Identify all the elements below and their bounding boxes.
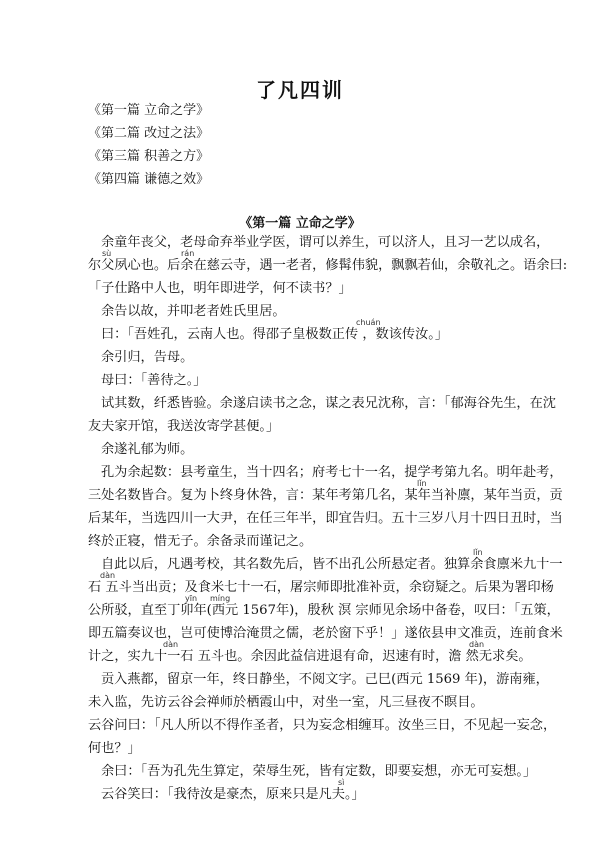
pinyin-annotation: lǐn [473, 548, 483, 557]
text-line: 「子仕路中人也，明年即进学，何不读书？」 [88, 281, 352, 296]
section-title: 《第一篇 立命之学》 [239, 216, 361, 231]
text-line: 尔父夙心也。后余在慈云寺，遇一老者，修髯伟貌，飘飘若仙，余敬礼之。语余曰: [88, 258, 568, 273]
text-line: 试其数，纤悉皆验。余遂启读书之念，谋之表兄沈称，言：「郁海谷先生，在沈 [101, 396, 556, 411]
text-line: 石 五斗当出贡；及食米七十一石，屠宗师即批准补贡，余窃疑之。后果为署印杨 [88, 580, 554, 595]
pinyin-annotation: sù [102, 249, 112, 258]
text-line: 余童年丧父，老母命弃举业学医，谓可以养生，可以济人，且习一艺以成名， [101, 235, 550, 250]
text-line: 云谷笑曰：「我待汝是豪杰，原来只是凡夫。」 [101, 787, 365, 802]
pinyin-annotation: dàn [469, 640, 485, 649]
toc-item[interactable]: 《第二篇 改过之法》 [88, 126, 210, 141]
toc-item[interactable]: 《第一篇 立命之学》 [88, 103, 210, 118]
text-line: 终於正寝，惜无子。余备录而谨记之。 [88, 534, 313, 549]
pinyin-annotation: míng [210, 594, 231, 603]
pinyin-annotation: dàn [163, 640, 179, 649]
text-line: 母曰：「善待之。」 [101, 373, 207, 388]
text-line: 即五篇奏议也，岂可使博洽淹贯之儒，老於窗下乎！」遂依县申文准贡，连前食米 [88, 626, 563, 641]
text-line: 未入监，先访云谷会禅师於栖霞山中，对坐一室，凡三昼夜不瞑目。 [88, 695, 484, 710]
document-title: 了凡四训 [256, 78, 344, 102]
toc-item[interactable]: 《第四篇 谦德之效》 [88, 172, 210, 187]
text-line: 贡入燕都，留京一年，终日静坐，不阅文字。己巳(西元 1569 年)，游南雍， [101, 672, 549, 687]
text-line: 云谷问曰：「凡人所以不得作圣者，只为妄念相缠耳。汝坐三日，不见起一妄念， [88, 718, 557, 733]
text-line: 余告以故，并叩老者姓氏里居。 [101, 304, 286, 319]
pinyin-annotation: lǐn [417, 479, 427, 488]
text-line: 计之，实九十一石 五斗也。余因此益信进退有命，迟速有时，澹 然无求矣。 [88, 649, 532, 664]
pinyin-annotation: yīn [185, 594, 198, 603]
text-line: 曰：「吾姓孔，云南人也。得邵子皇极数正传 ，数该传汝。」 [101, 327, 449, 342]
text-line: 余遂礼郁为师。 [101, 442, 194, 457]
text-line: 余曰：「吾为孔先生算定，荣辱生死，皆有定数，即要妄想，亦无可妄想。」 [101, 764, 537, 779]
text-line: 三处名数皆合。复为卜终身休咎，言：某年考第几名，某年当补廪，某年当贡，贡 [88, 488, 563, 503]
toc-item[interactable]: 《第三篇 积善之方》 [88, 149, 210, 164]
text-line: 公所驳，直至丁卯年(西元 1567年)，殷秋 溟 宗师见余场中备卷，叹曰：「五策， [88, 603, 560, 618]
text-line: 孔为余起数：县考童生，当十四名；府考七十一名，提学考第九名。明年赴考， [101, 465, 563, 480]
pinyin-annotation: dàn [100, 571, 116, 580]
text-line: 何也？」 [88, 741, 141, 756]
text-line: 后某年，当选四川一大尹，在任三年半，即宜告归。五十三岁八月十四日丑时，当 [88, 511, 563, 526]
pinyin-annotation: chuán [356, 318, 381, 327]
pinyin-annotation: sì [338, 778, 345, 787]
text-line: 自此以后，凡遇考校，其名数先后，皆不出孔公所悬定者。独算余食廪米九十一 [101, 557, 563, 572]
text-line: 余引归，告母。 [101, 350, 194, 365]
text-line: 友夫家开馆，我送汝寄学甚便。」 [88, 419, 280, 434]
pinyin-annotation: rán [181, 249, 195, 258]
